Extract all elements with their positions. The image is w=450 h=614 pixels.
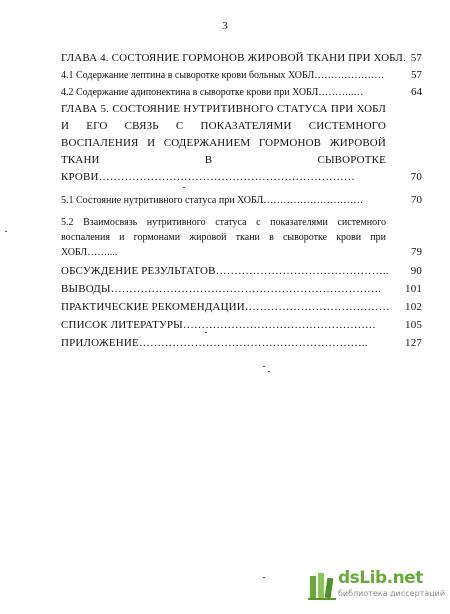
toc-entry-page: 57 [411, 69, 422, 81]
toc-entry-page: 102 [405, 301, 422, 313]
scan-speck [268, 371, 270, 372]
toc-entry-title: 5.2 Взаимосвязь нутритивного статуса с показателями системного воспаления и гормонами жировой ткани в сыворотке крови при ХОБЛ…….... [61, 217, 386, 258]
table-of-contents [61, 50, 422, 352]
page-number: 3 [222, 20, 228, 32]
toc-entry-page: 70 [411, 194, 422, 206]
toc-entry-title: ПРАКТИЧЕСКИЕ РЕКОМЕНДАЦИИ………………………………… [61, 301, 390, 313]
toc-entry-page: 127 [405, 337, 422, 349]
scan-speck [263, 577, 265, 578]
toc-entry-references [61, 317, 422, 334]
scan-speck [263, 366, 265, 367]
toc-entry-page: 101 [405, 283, 422, 295]
toc-entry-recommendations [61, 299, 422, 316]
toc-entry-chapter-4 [61, 50, 422, 67]
toc-entry-page: 64 [411, 86, 422, 98]
toc-entry-title: 4.1 Содержание лептина в сыворотке крови больных ХОБЛ………………… [61, 70, 385, 81]
toc-entry-5-1 [61, 192, 422, 209]
toc-entry-appendix [61, 335, 422, 352]
books-logo-icon [308, 570, 336, 600]
toc-entry-page: 105 [405, 319, 422, 331]
toc-entry-page: 79 [411, 246, 422, 258]
watermark-subtitle: библиотека диссертаций [338, 589, 446, 598]
toc-entry-page: 70 [410, 171, 422, 183]
toc-entry-title: СПИСОК ЛИТЕРАТУРЫ……………………………………………. [61, 319, 376, 331]
watermark [308, 568, 446, 606]
scan-speck [183, 187, 185, 188]
toc-entry-title: ГЛАВА 5. СОСТОЯНИЕ НУТРИТИВНОГО СТАТУСА ПРИ ХОБЛ И ЕГО СВЯЗЬ С ПОКАЗАТЕЛЯМИ СИСТЕМНОГО ВОСПАЛЕНИЯ И СОДЕРЖАНИЕМ ГОРМОНОВ ЖИРОВОЙ ТКАНИ В СЫВОРОТКЕ КРОВИ…………………………………………………………… [61, 103, 386, 183]
toc-entry-4-1 [61, 67, 422, 84]
toc-entry-title: ОБСУЖДЕНИЕ РЕЗУЛЬТАТОВ……………………………………….. [61, 265, 389, 277]
toc-entry-title: ВЫВОДЫ………………………………………………………………. [61, 283, 382, 295]
scan-speck [5, 231, 7, 232]
toc-entry-title: ПРИЛОЖЕНИЕ…………………………………………………….. [61, 337, 368, 349]
toc-entry-title: ГЛАВА 4. СОСТОЯНИЕ ГОРМОНОВ ЖИРОВОЙ ТКАНИ ПРИ ХОБЛ. [61, 52, 406, 64]
toc-entry-4-2 [61, 84, 422, 101]
watermark-brand: dsLib.net [338, 568, 423, 588]
toc-entry-discussion [61, 263, 422, 280]
toc-entry-title: 4.2 Содержание адипонектина в сыворотке крови при ХОБЛ………..… [61, 87, 364, 98]
toc-entry-title: 5.1 Состояние нутритивного статуса при ХОБЛ………………………… [61, 195, 364, 206]
toc-entry-page: 90 [410, 265, 422, 277]
toc-entry-page: 57 [410, 52, 422, 64]
toc-entry-chapter-5 [61, 101, 422, 186]
toc-entry-conclusions [61, 281, 422, 298]
scan-speck [205, 332, 207, 333]
toc-entry-5-2 [61, 215, 422, 260]
